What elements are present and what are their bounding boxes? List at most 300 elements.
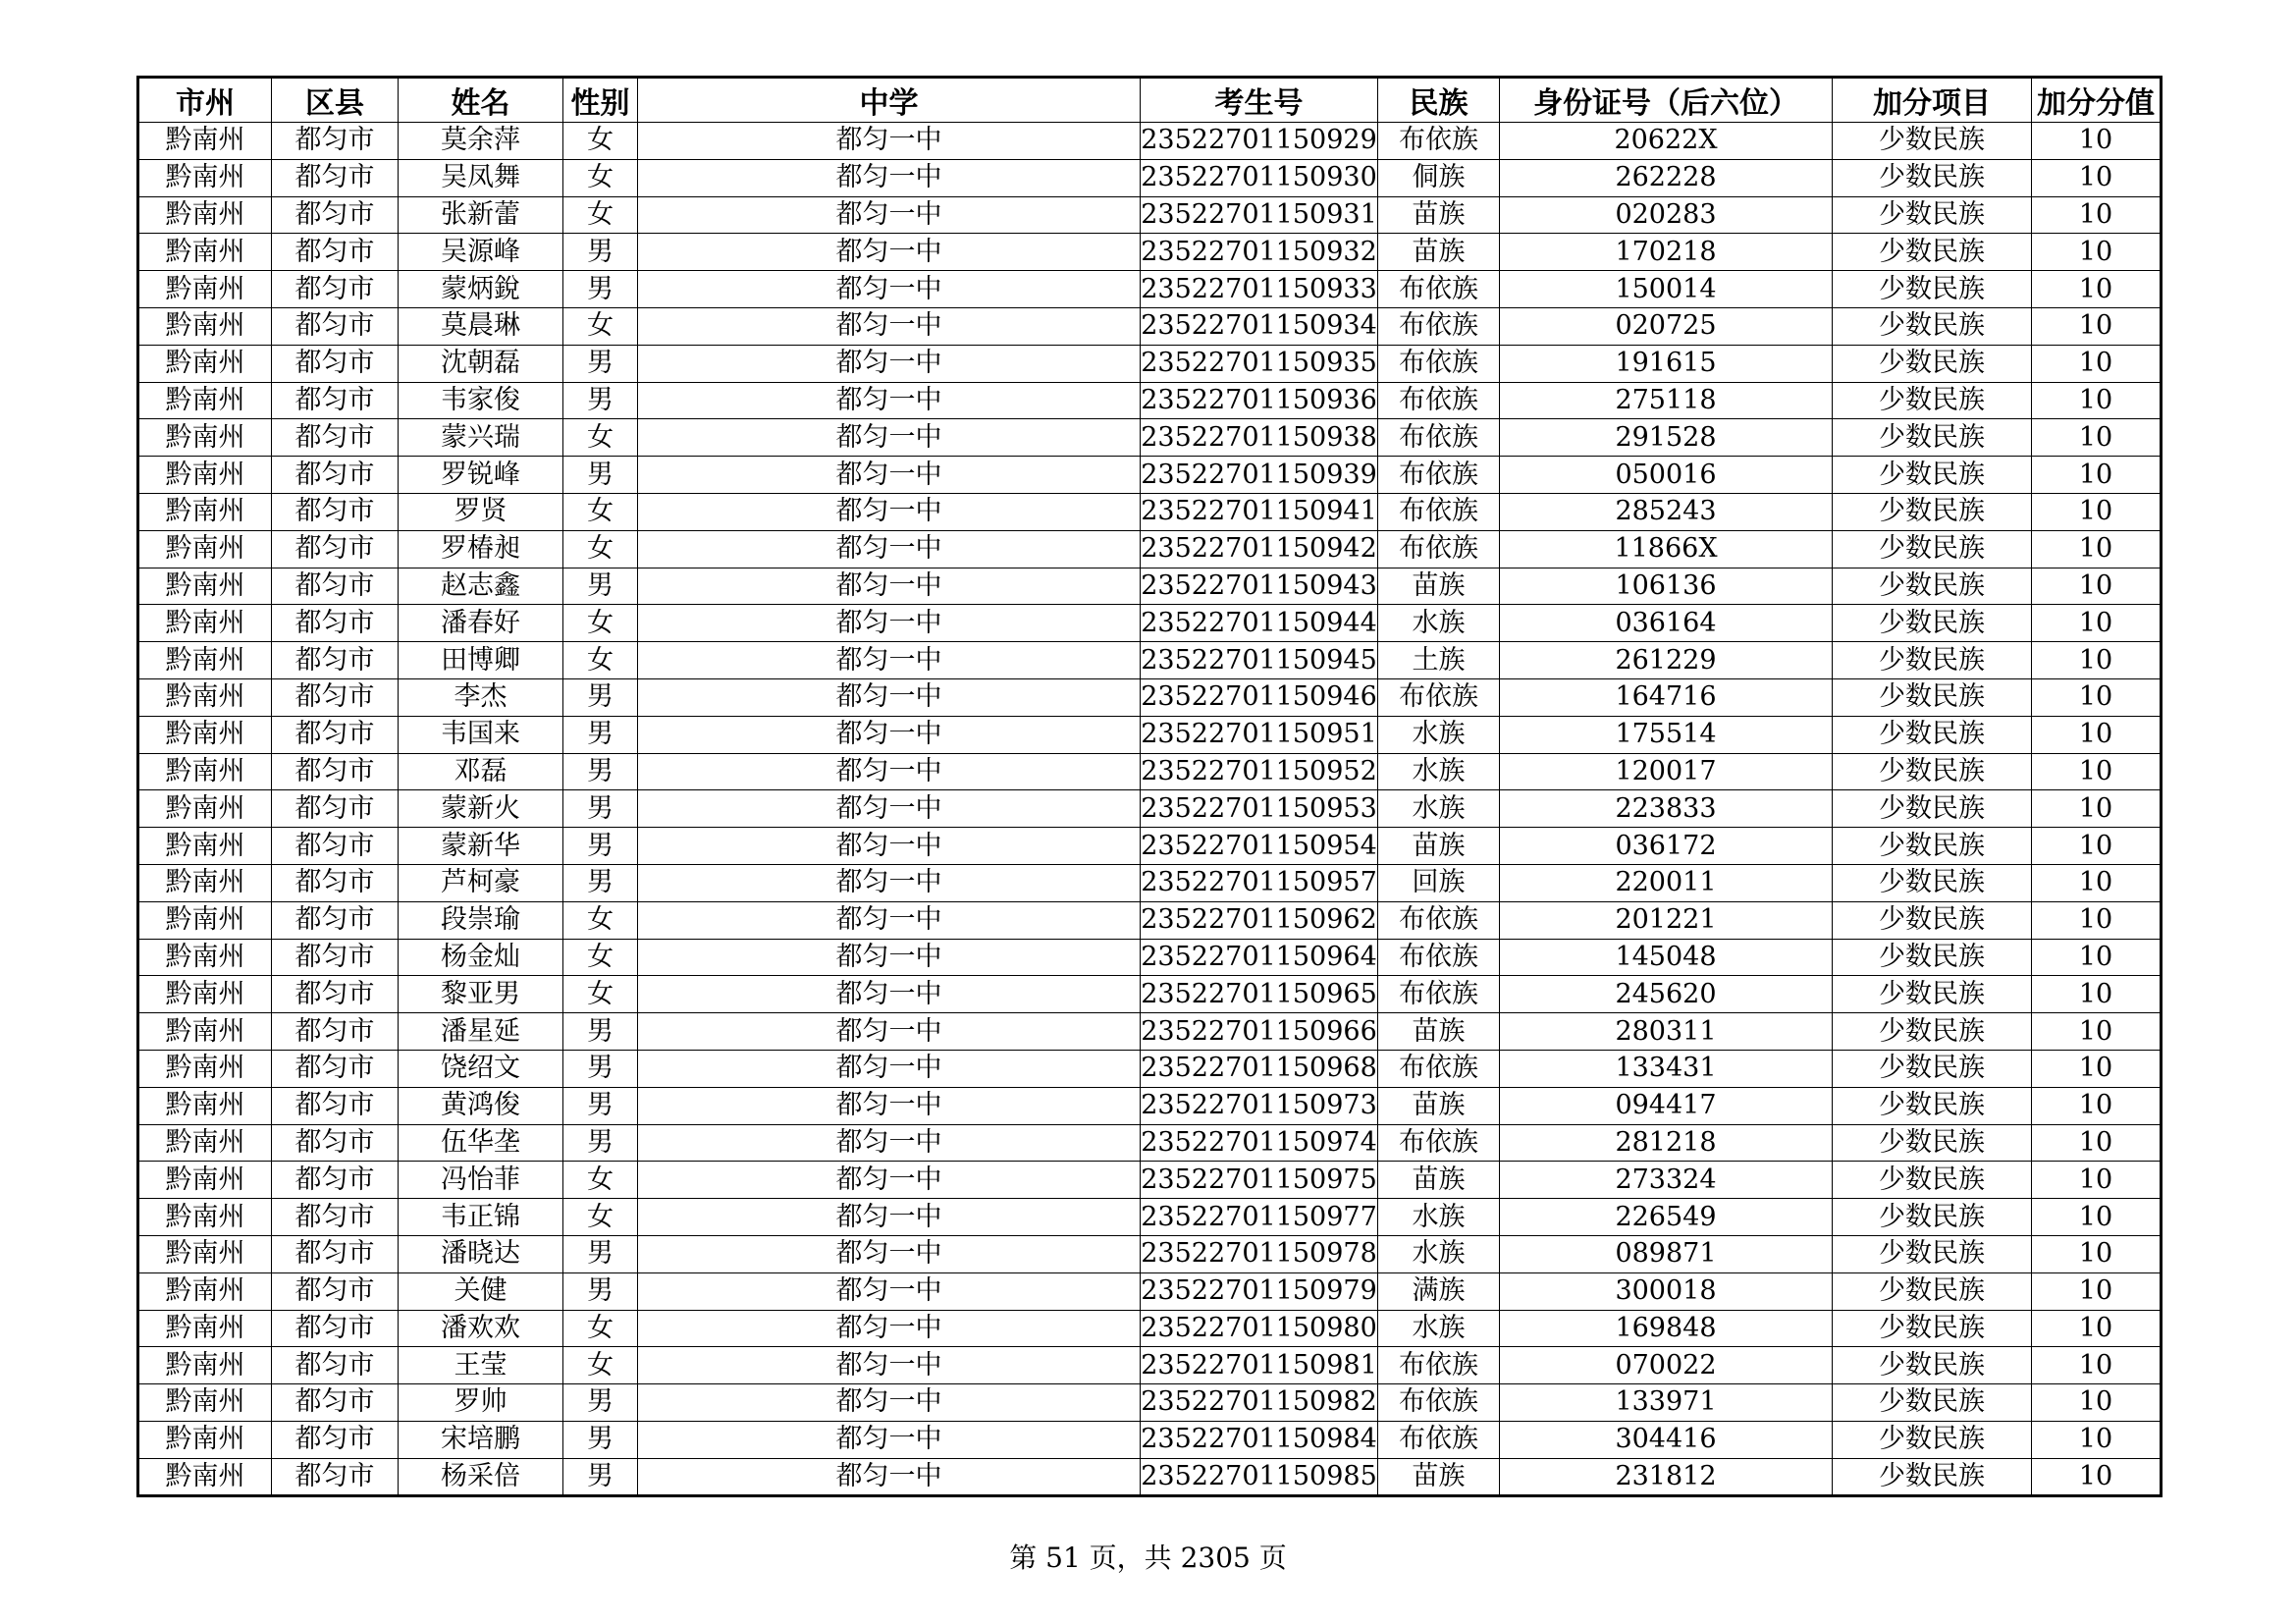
cell-bonus-item: 少数民族 xyxy=(1833,828,2032,865)
cell-name: 芦柯豪 xyxy=(399,864,563,901)
cell-bonus-score: 10 xyxy=(2032,457,2162,494)
cell-exam-number: 23522701150929 xyxy=(1141,123,1378,160)
cell-id-suffix: 231812 xyxy=(1500,1458,1833,1496)
cell-name: 潘星延 xyxy=(399,1013,563,1051)
cell-gender: 男 xyxy=(563,1235,638,1272)
cell-name: 韦正锦 xyxy=(399,1199,563,1236)
cell-school: 都匀一中 xyxy=(638,864,1141,901)
cell-county: 都匀市 xyxy=(272,1162,399,1199)
cell-exam-number: 23522701150951 xyxy=(1141,716,1378,753)
table-row xyxy=(138,1272,2162,1310)
cell-bonus-score: 10 xyxy=(2032,1458,2162,1496)
table-row xyxy=(138,234,2162,271)
cell-county: 都匀市 xyxy=(272,1087,399,1124)
cell-bonus-item: 少数民族 xyxy=(1833,864,2032,901)
cell-bonus-score: 10 xyxy=(2032,1310,2162,1347)
table-row xyxy=(138,1384,2162,1422)
cell-bonus-score: 10 xyxy=(2032,196,2162,234)
cell-name: 罗帅 xyxy=(399,1384,563,1422)
cell-name: 罗贤 xyxy=(399,493,563,530)
cell-ethnicity: 布依族 xyxy=(1378,678,1500,716)
cell-bonus-item: 少数民族 xyxy=(1833,234,2032,271)
cell-name: 吴凤舞 xyxy=(399,159,563,196)
cell-county: 都匀市 xyxy=(272,939,399,976)
cell-city: 黔南州 xyxy=(138,828,272,865)
cell-gender: 男 xyxy=(563,1124,638,1162)
cell-gender: 男 xyxy=(563,864,638,901)
cell-name: 蒙炳銳 xyxy=(399,271,563,308)
cell-county: 都匀市 xyxy=(272,678,399,716)
cell-city: 黔南州 xyxy=(138,1384,272,1422)
cell-gender: 女 xyxy=(563,605,638,642)
cell-id-suffix: 169848 xyxy=(1500,1310,1833,1347)
cell-id-suffix: 262228 xyxy=(1500,159,1833,196)
cell-county: 都匀市 xyxy=(272,1384,399,1422)
cell-school: 都匀一中 xyxy=(638,1235,1141,1272)
cell-exam-number: 23522701150952 xyxy=(1141,753,1378,790)
cell-name: 莫晨琳 xyxy=(399,307,563,345)
cell-id-suffix: 070022 xyxy=(1500,1347,1833,1384)
cell-bonus-score: 10 xyxy=(2032,1013,2162,1051)
bonus-points-table xyxy=(136,76,2163,1497)
column-header-county: 区县 xyxy=(272,78,399,123)
roster-table-container xyxy=(136,76,2160,1497)
cell-county: 都匀市 xyxy=(272,864,399,901)
column-header-bonus-item: 加分项目 xyxy=(1833,78,2032,123)
cell-bonus-item: 少数民族 xyxy=(1833,642,2032,679)
table-row xyxy=(138,493,2162,530)
cell-exam-number: 23522701150977 xyxy=(1141,1199,1378,1236)
cell-ethnicity: 苗族 xyxy=(1378,1162,1500,1199)
cell-county: 都匀市 xyxy=(272,1421,399,1458)
cell-exam-number: 23522701150931 xyxy=(1141,196,1378,234)
cell-city: 黔南州 xyxy=(138,419,272,457)
cell-county: 都匀市 xyxy=(272,716,399,753)
table-row xyxy=(138,1458,2162,1496)
cell-bonus-item: 少数民族 xyxy=(1833,493,2032,530)
cell-name: 莫余萍 xyxy=(399,123,563,160)
cell-exam-number: 23522701150942 xyxy=(1141,530,1378,568)
cell-county: 都匀市 xyxy=(272,828,399,865)
cell-id-suffix: 175514 xyxy=(1500,716,1833,753)
cell-name: 罗锐峰 xyxy=(399,457,563,494)
cell-ethnicity: 布依族 xyxy=(1378,382,1500,419)
column-header-bonus-score: 加分分值 xyxy=(2032,78,2162,123)
cell-name: 蒙新华 xyxy=(399,828,563,865)
cell-bonus-score: 10 xyxy=(2032,1124,2162,1162)
table-body xyxy=(138,123,2162,1496)
table-row xyxy=(138,1310,2162,1347)
cell-exam-number: 23522701150930 xyxy=(1141,159,1378,196)
cell-city: 黔南州 xyxy=(138,196,272,234)
cell-city: 黔南州 xyxy=(138,382,272,419)
cell-city: 黔南州 xyxy=(138,1087,272,1124)
cell-school: 都匀一中 xyxy=(638,939,1141,976)
cell-ethnicity: 布依族 xyxy=(1378,493,1500,530)
cell-ethnicity: 布依族 xyxy=(1378,1050,1500,1087)
column-header-gender: 性别 xyxy=(563,78,638,123)
table-row xyxy=(138,1050,2162,1087)
cell-school: 都匀一中 xyxy=(638,1087,1141,1124)
cell-exam-number: 23522701150934 xyxy=(1141,307,1378,345)
table-row xyxy=(138,307,2162,345)
cell-city: 黔南州 xyxy=(138,271,272,308)
cell-exam-number: 23522701150962 xyxy=(1141,901,1378,939)
cell-city: 黔南州 xyxy=(138,123,272,160)
cell-bonus-item: 少数民族 xyxy=(1833,123,2032,160)
cell-city: 黔南州 xyxy=(138,1199,272,1236)
cell-city: 黔南州 xyxy=(138,493,272,530)
cell-county: 都匀市 xyxy=(272,790,399,828)
table-row xyxy=(138,159,2162,196)
cell-county: 都匀市 xyxy=(272,419,399,457)
cell-gender: 女 xyxy=(563,939,638,976)
cell-bonus-score: 10 xyxy=(2032,678,2162,716)
cell-school: 都匀一中 xyxy=(638,1458,1141,1496)
cell-gender: 女 xyxy=(563,307,638,345)
cell-name: 潘春好 xyxy=(399,605,563,642)
table-row xyxy=(138,530,2162,568)
cell-bonus-score: 10 xyxy=(2032,864,2162,901)
cell-gender: 女 xyxy=(563,976,638,1013)
cell-bonus-score: 10 xyxy=(2032,790,2162,828)
cell-bonus-item: 少数民族 xyxy=(1833,345,2032,382)
cell-exam-number: 23522701150943 xyxy=(1141,568,1378,605)
cell-ethnicity: 苗族 xyxy=(1378,234,1500,271)
cell-ethnicity: 布依族 xyxy=(1378,271,1500,308)
cell-ethnicity: 布依族 xyxy=(1378,419,1500,457)
cell-id-suffix: 273324 xyxy=(1500,1162,1833,1199)
cell-exam-number: 23522701150975 xyxy=(1141,1162,1378,1199)
table-row xyxy=(138,1235,2162,1272)
cell-name: 邓磊 xyxy=(399,753,563,790)
cell-id-suffix: 150014 xyxy=(1500,271,1833,308)
cell-county: 都匀市 xyxy=(272,568,399,605)
cell-exam-number: 23522701150973 xyxy=(1141,1087,1378,1124)
cell-bonus-item: 少数民族 xyxy=(1833,1421,2032,1458)
cell-bonus-score: 10 xyxy=(2032,123,2162,160)
cell-gender: 女 xyxy=(563,642,638,679)
cell-county: 都匀市 xyxy=(272,457,399,494)
column-header-id-suffix: 身份证号（后六位） xyxy=(1500,78,1833,123)
cell-bonus-score: 10 xyxy=(2032,716,2162,753)
cell-bonus-item: 少数民族 xyxy=(1833,1162,2032,1199)
cell-ethnicity: 布依族 xyxy=(1378,901,1500,939)
cell-county: 都匀市 xyxy=(272,493,399,530)
cell-school: 都匀一中 xyxy=(638,419,1141,457)
cell-school: 都匀一中 xyxy=(638,976,1141,1013)
table-row xyxy=(138,271,2162,308)
cell-gender: 男 xyxy=(563,678,638,716)
cell-school: 都匀一中 xyxy=(638,530,1141,568)
cell-exam-number: 23522701150984 xyxy=(1141,1421,1378,1458)
cell-bonus-score: 10 xyxy=(2032,382,2162,419)
cell-exam-number: 23522701150978 xyxy=(1141,1235,1378,1272)
cell-county: 都匀市 xyxy=(272,1124,399,1162)
cell-school: 都匀一中 xyxy=(638,642,1141,679)
cell-ethnicity: 布依族 xyxy=(1378,345,1500,382)
cell-name: 冯怡菲 xyxy=(399,1162,563,1199)
cell-id-suffix: 133431 xyxy=(1500,1050,1833,1087)
cell-id-suffix: 300018 xyxy=(1500,1272,1833,1310)
cell-id-suffix: 281218 xyxy=(1500,1124,1833,1162)
cell-county: 都匀市 xyxy=(272,1199,399,1236)
cell-bonus-item: 少数民族 xyxy=(1833,976,2032,1013)
cell-bonus-item: 少数民族 xyxy=(1833,419,2032,457)
cell-id-suffix: 133971 xyxy=(1500,1384,1833,1422)
cell-bonus-score: 10 xyxy=(2032,419,2162,457)
cell-school: 都匀一中 xyxy=(638,159,1141,196)
cell-ethnicity: 苗族 xyxy=(1378,828,1500,865)
cell-county: 都匀市 xyxy=(272,1347,399,1384)
cell-ethnicity: 布依族 xyxy=(1378,123,1500,160)
cell-name: 蒙兴瑞 xyxy=(399,419,563,457)
cell-id-suffix: 226549 xyxy=(1500,1199,1833,1236)
table-row xyxy=(138,1162,2162,1199)
cell-id-suffix: 280311 xyxy=(1500,1013,1833,1051)
cell-ethnicity: 土族 xyxy=(1378,642,1500,679)
cell-school: 都匀一中 xyxy=(638,1050,1141,1087)
cell-bonus-item: 少数民族 xyxy=(1833,605,2032,642)
cell-name: 潘欢欢 xyxy=(399,1310,563,1347)
cell-id-suffix: 106136 xyxy=(1500,568,1833,605)
cell-county: 都匀市 xyxy=(272,123,399,160)
cell-school: 都匀一中 xyxy=(638,1162,1141,1199)
cell-ethnicity: 布依族 xyxy=(1378,530,1500,568)
cell-bonus-item: 少数民族 xyxy=(1833,1013,2032,1051)
cell-school: 都匀一中 xyxy=(638,196,1141,234)
cell-school: 都匀一中 xyxy=(638,307,1141,345)
cell-gender: 女 xyxy=(563,901,638,939)
cell-city: 黔南州 xyxy=(138,1124,272,1162)
cell-bonus-score: 10 xyxy=(2032,939,2162,976)
cell-city: 黔南州 xyxy=(138,939,272,976)
cell-id-suffix: 220011 xyxy=(1500,864,1833,901)
cell-county: 都匀市 xyxy=(272,159,399,196)
cell-bonus-item: 少数民族 xyxy=(1833,159,2032,196)
table-row xyxy=(138,1421,2162,1458)
table-row xyxy=(138,345,2162,382)
cell-school: 都匀一中 xyxy=(638,901,1141,939)
cell-county: 都匀市 xyxy=(272,271,399,308)
cell-bonus-item: 少数民族 xyxy=(1833,1272,2032,1310)
cell-ethnicity: 布依族 xyxy=(1378,307,1500,345)
cell-county: 都匀市 xyxy=(272,345,399,382)
cell-ethnicity: 水族 xyxy=(1378,716,1500,753)
cell-name: 李杰 xyxy=(399,678,563,716)
cell-bonus-item: 少数民族 xyxy=(1833,382,2032,419)
cell-county: 都匀市 xyxy=(272,1235,399,1272)
cell-ethnicity: 布依族 xyxy=(1378,939,1500,976)
header-row xyxy=(138,78,2162,123)
cell-ethnicity: 苗族 xyxy=(1378,1087,1500,1124)
cell-id-suffix: 20622X xyxy=(1500,123,1833,160)
cell-exam-number: 23522701150966 xyxy=(1141,1013,1378,1051)
cell-school: 都匀一中 xyxy=(638,605,1141,642)
table-row xyxy=(138,828,2162,865)
cell-city: 黔南州 xyxy=(138,790,272,828)
cell-county: 都匀市 xyxy=(272,1272,399,1310)
cell-city: 黔南州 xyxy=(138,1162,272,1199)
cell-exam-number: 23522701150974 xyxy=(1141,1124,1378,1162)
cell-bonus-item: 少数民族 xyxy=(1833,457,2032,494)
cell-name: 韦家俊 xyxy=(399,382,563,419)
cell-city: 黔南州 xyxy=(138,901,272,939)
cell-name: 田博卿 xyxy=(399,642,563,679)
cell-city: 黔南州 xyxy=(138,530,272,568)
cell-bonus-score: 10 xyxy=(2032,1087,2162,1124)
cell-bonus-item: 少数民族 xyxy=(1833,1199,2032,1236)
cell-school: 都匀一中 xyxy=(638,1199,1141,1236)
table-row xyxy=(138,939,2162,976)
cell-city: 黔南州 xyxy=(138,1458,272,1496)
cell-county: 都匀市 xyxy=(272,976,399,1013)
cell-gender: 男 xyxy=(563,716,638,753)
cell-gender: 男 xyxy=(563,1087,638,1124)
cell-name: 关健 xyxy=(399,1272,563,1310)
table-row xyxy=(138,568,2162,605)
cell-bonus-score: 10 xyxy=(2032,345,2162,382)
cell-city: 黔南州 xyxy=(138,1310,272,1347)
cell-ethnicity: 水族 xyxy=(1378,1235,1500,1272)
cell-city: 黔南州 xyxy=(138,1050,272,1087)
cell-id-suffix: 11866X xyxy=(1500,530,1833,568)
cell-id-suffix: 120017 xyxy=(1500,753,1833,790)
cell-county: 都匀市 xyxy=(272,642,399,679)
cell-name: 赵志鑫 xyxy=(399,568,563,605)
cell-name: 罗椿昶 xyxy=(399,530,563,568)
cell-bonus-item: 少数民族 xyxy=(1833,568,2032,605)
cell-exam-number: 23522701150957 xyxy=(1141,864,1378,901)
cell-ethnicity: 水族 xyxy=(1378,753,1500,790)
cell-school: 都匀一中 xyxy=(638,1272,1141,1310)
cell-id-suffix: 170218 xyxy=(1500,234,1833,271)
cell-bonus-score: 10 xyxy=(2032,234,2162,271)
cell-name: 段崇瑜 xyxy=(399,901,563,939)
cell-ethnicity: 水族 xyxy=(1378,605,1500,642)
cell-ethnicity: 回族 xyxy=(1378,864,1500,901)
column-header-name: 姓名 xyxy=(399,78,563,123)
cell-city: 黔南州 xyxy=(138,642,272,679)
cell-city: 黔南州 xyxy=(138,307,272,345)
cell-school: 都匀一中 xyxy=(638,753,1141,790)
cell-city: 黔南州 xyxy=(138,234,272,271)
cell-ethnicity: 苗族 xyxy=(1378,196,1500,234)
table-row xyxy=(138,382,2162,419)
cell-gender: 男 xyxy=(563,271,638,308)
cell-gender: 男 xyxy=(563,1384,638,1422)
cell-ethnicity: 水族 xyxy=(1378,1199,1500,1236)
cell-city: 黔南州 xyxy=(138,1013,272,1051)
table-row xyxy=(138,864,2162,901)
cell-exam-number: 23522701150945 xyxy=(1141,642,1378,679)
cell-name: 杨采倍 xyxy=(399,1458,563,1496)
cell-id-suffix: 261229 xyxy=(1500,642,1833,679)
cell-city: 黔南州 xyxy=(138,864,272,901)
cell-id-suffix: 285243 xyxy=(1500,493,1833,530)
cell-bonus-score: 10 xyxy=(2032,642,2162,679)
cell-gender: 男 xyxy=(563,234,638,271)
cell-gender: 女 xyxy=(563,123,638,160)
table-row xyxy=(138,976,2162,1013)
cell-bonus-item: 少数民族 xyxy=(1833,1458,2032,1496)
cell-county: 都匀市 xyxy=(272,753,399,790)
cell-bonus-item: 少数民族 xyxy=(1833,753,2032,790)
page-footer: 第 51 页，共 2305 页 xyxy=(1009,1542,1287,1574)
cell-exam-number: 23522701150964 xyxy=(1141,939,1378,976)
cell-name: 张新蕾 xyxy=(399,196,563,234)
cell-gender: 男 xyxy=(563,382,638,419)
cell-county: 都匀市 xyxy=(272,1013,399,1051)
cell-bonus-score: 10 xyxy=(2032,307,2162,345)
cell-id-suffix: 036164 xyxy=(1500,605,1833,642)
cell-bonus-item: 少数民族 xyxy=(1833,790,2032,828)
cell-school: 都匀一中 xyxy=(638,716,1141,753)
cell-id-suffix: 191615 xyxy=(1500,345,1833,382)
cell-city: 黔南州 xyxy=(138,716,272,753)
cell-bonus-score: 10 xyxy=(2032,828,2162,865)
cell-gender: 男 xyxy=(563,1421,638,1458)
cell-gender: 男 xyxy=(563,1458,638,1496)
cell-name: 潘晓达 xyxy=(399,1235,563,1272)
cell-gender: 女 xyxy=(563,196,638,234)
cell-gender: 男 xyxy=(563,568,638,605)
cell-id-suffix: 201221 xyxy=(1500,901,1833,939)
table-row xyxy=(138,196,2162,234)
table-row xyxy=(138,1124,2162,1162)
cell-exam-number: 23522701150953 xyxy=(1141,790,1378,828)
cell-name: 黎亚男 xyxy=(399,976,563,1013)
cell-city: 黔南州 xyxy=(138,678,272,716)
cell-county: 都匀市 xyxy=(272,382,399,419)
cell-bonus-score: 10 xyxy=(2032,1162,2162,1199)
cell-id-suffix: 145048 xyxy=(1500,939,1833,976)
cell-exam-number: 23522701150982 xyxy=(1141,1384,1378,1422)
cell-gender: 女 xyxy=(563,530,638,568)
table-row xyxy=(138,642,2162,679)
cell-county: 都匀市 xyxy=(272,901,399,939)
cell-ethnicity: 布依族 xyxy=(1378,1124,1500,1162)
cell-county: 都匀市 xyxy=(272,605,399,642)
cell-city: 黔南州 xyxy=(138,159,272,196)
cell-school: 都匀一中 xyxy=(638,1384,1141,1422)
cell-bonus-score: 10 xyxy=(2032,1421,2162,1458)
cell-bonus-score: 10 xyxy=(2032,1384,2162,1422)
cell-bonus-score: 10 xyxy=(2032,1235,2162,1272)
cell-exam-number: 23522701150954 xyxy=(1141,828,1378,865)
cell-county: 都匀市 xyxy=(272,234,399,271)
table-row xyxy=(138,1199,2162,1236)
cell-city: 黔南州 xyxy=(138,976,272,1013)
cell-bonus-score: 10 xyxy=(2032,901,2162,939)
cell-id-suffix: 020283 xyxy=(1500,196,1833,234)
cell-bonus-score: 10 xyxy=(2032,605,2162,642)
cell-id-suffix: 223833 xyxy=(1500,790,1833,828)
cell-ethnicity: 布依族 xyxy=(1378,457,1500,494)
cell-gender: 女 xyxy=(563,159,638,196)
table-header xyxy=(138,78,2162,123)
cell-ethnicity: 侗族 xyxy=(1378,159,1500,196)
cell-ethnicity: 布依族 xyxy=(1378,1384,1500,1422)
cell-school: 都匀一中 xyxy=(638,271,1141,308)
cell-bonus-item: 少数民族 xyxy=(1833,271,2032,308)
cell-school: 都匀一中 xyxy=(638,568,1141,605)
cell-exam-number: 23522701150965 xyxy=(1141,976,1378,1013)
cell-id-suffix: 291528 xyxy=(1500,419,1833,457)
cell-id-suffix: 036172 xyxy=(1500,828,1833,865)
cell-bonus-score: 10 xyxy=(2032,976,2162,1013)
table-row xyxy=(138,678,2162,716)
